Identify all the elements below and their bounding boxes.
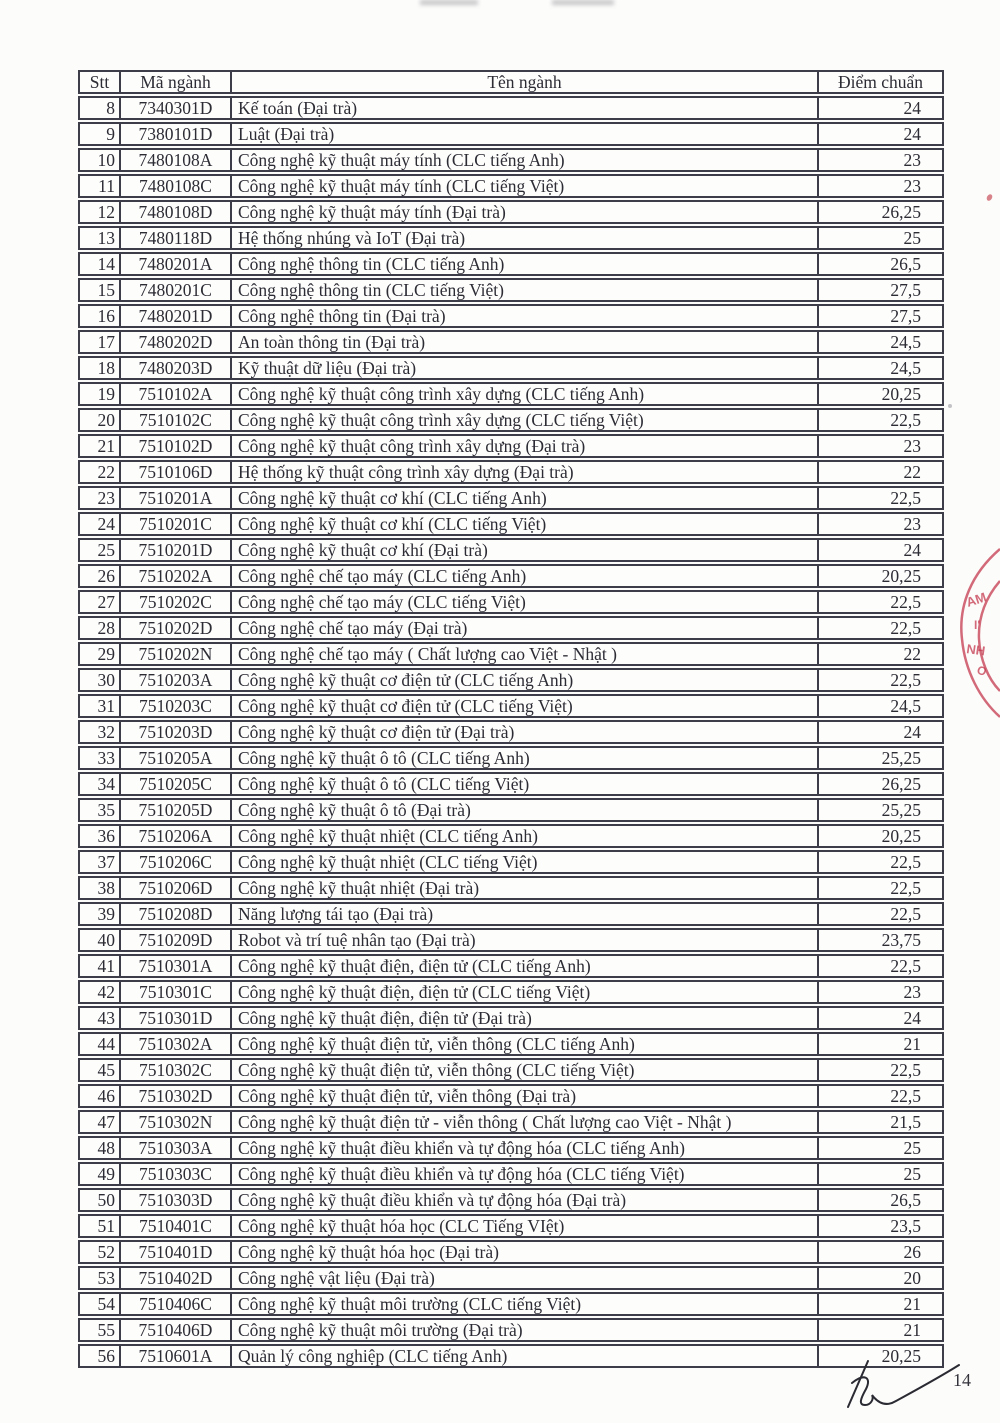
row-ten-nganh: Công nghệ kỹ thuật công trình xây dựng (CLC tiếng Anh) [232,384,819,404]
row-stt: 19 [80,384,121,404]
row-stt: 26 [80,566,121,586]
row-ma-nganh: 7510102A [121,384,232,404]
row-diem-chuan: 23 [903,150,921,170]
table-row [78,226,944,250]
row-ten-nganh: Công nghệ kỹ thuật môi trường (Đại trà) [232,1320,819,1340]
table-row [78,928,944,952]
row-ma-nganh: 7510406C [121,1294,232,1314]
row-diem-chuan: 22,5 [890,956,921,976]
row-diem-chuan: 24 [903,124,921,144]
row-stt: 41 [80,956,121,976]
table-row [78,538,944,562]
row-ten-nganh: Công nghệ thông tin (CLC tiếng Việt) [232,280,819,300]
row-stt: 43 [80,1008,121,1028]
row-diem-chuan: 24,5 [890,358,921,378]
row-stt: 12 [80,202,121,222]
row-ten-nganh: Công nghệ kỹ thuật máy tính (Đại trà) [232,202,819,222]
row-stt: 16 [80,306,121,326]
row-diem-chuan: 24 [903,98,921,118]
row-stt: 30 [80,670,121,690]
table-row [78,174,944,198]
table-row [78,200,944,224]
row-ten-nganh: Công nghệ chế tạo máy (CLC tiếng Anh) [232,566,819,586]
scan-speck [948,404,952,408]
row-ma-nganh: 7510106D [121,462,232,482]
row-ma-nganh: 7510202D [121,618,232,638]
row-stt: 34 [80,774,121,794]
row-stt: 36 [80,826,121,846]
table-row [78,590,944,614]
row-ten-nganh: Công nghệ kỹ thuật máy tính (CLC tiếng Anh) [232,150,819,170]
table-row [78,746,944,770]
row-ma-nganh: 7510302C [121,1060,232,1080]
row-diem-chuan: 25 [903,228,921,248]
table-row [78,1240,944,1264]
row-ma-nganh: 7510201D [121,540,232,560]
row-diem-chuan: 20 [903,1268,921,1288]
row-ma-nganh: 7510406D [121,1320,232,1340]
row-diem-chuan: 23 [903,436,921,456]
row-ten-nganh: Công nghệ kỹ thuật nhiệt (Đại trà) [232,878,819,898]
row-stt: 51 [80,1216,121,1236]
row-stt: 33 [80,748,121,768]
row-diem-chuan: 25 [903,1138,921,1158]
row-ma-nganh: 7510102C [121,410,232,430]
row-ten-nganh: Quản lý công nghiệp (CLC tiếng Anh) [232,1346,819,1366]
row-stt: 28 [80,618,121,638]
row-stt: 37 [80,852,121,872]
table-row [78,1006,944,1030]
row-stt: 40 [80,930,121,950]
row-stt: 45 [80,1060,121,1080]
row-diem-chuan: 23,5 [890,1216,921,1236]
table-row [78,902,944,926]
table-row [78,824,944,848]
scan-smudge [420,0,478,5]
table-row [78,382,944,406]
table-row [78,96,944,120]
row-ten-nganh: Công nghệ chế tạo máy (CLC tiếng Việt) [232,592,819,612]
row-stt: 15 [80,280,121,300]
row-ma-nganh: 7510302D [121,1086,232,1106]
row-diem-chuan: 24,5 [890,696,921,716]
row-ma-nganh: 7510402D [121,1268,232,1288]
row-ten-nganh: Công nghệ kỹ thuật máy tính (CLC tiếng Việt) [232,176,819,196]
table-row [78,1214,944,1238]
row-stt: 32 [80,722,121,742]
row-stt: 18 [80,358,121,378]
row-stt: 22 [80,462,121,482]
table-row [78,330,944,354]
table-row [78,1266,944,1290]
header-ma-nganh: Mã ngành [121,72,232,92]
admission-scores-table [78,70,944,1370]
row-stt: 31 [80,696,121,716]
row-ten-nganh: Công nghệ kỹ thuật cơ điện tử (Đại trà) [232,722,819,742]
row-stt: 8 [80,98,121,118]
row-ten-nganh: Công nghệ kỹ thuật ô tô (CLC tiếng Anh) [232,748,819,768]
row-diem-chuan: 22,5 [890,878,921,898]
table-row [78,460,944,484]
row-ten-nganh: Công nghệ kỹ thuật cơ khí (CLC tiếng Việt) [232,514,819,534]
row-diem-chuan: 21 [903,1320,921,1340]
table-body [78,96,944,1368]
table-row [78,642,944,666]
table-row [78,1292,944,1316]
row-diem-chuan: 22,5 [890,592,921,612]
row-stt: 35 [80,800,121,820]
row-ma-nganh: 7480201A [121,254,232,274]
row-ma-nganh: 7510302A [121,1034,232,1054]
row-diem-chuan: 20,25 [881,566,921,586]
row-stt: 42 [80,982,121,1002]
row-ten-nganh: Công nghệ chế tạo máy ( Chất lượng cao Việt - Nhật ) [232,644,819,664]
row-diem-chuan: 21 [903,1034,921,1054]
row-ma-nganh: 7480108A [121,150,232,170]
row-diem-chuan: 22,5 [890,618,921,638]
row-ten-nganh: Công nghệ kỹ thuật điện tử, viễn thông (CLC tiếng Anh) [232,1034,819,1054]
table-row [78,720,944,744]
row-diem-chuan: 25,25 [881,748,921,768]
table-row [78,148,944,172]
row-ten-nganh: Công nghệ kỹ thuật hóa học (CLC Tiếng VIệt) [232,1216,819,1236]
row-ma-nganh: 7510301D [121,1008,232,1028]
row-ma-nganh: 7510205C [121,774,232,794]
row-diem-chuan: 21,5 [890,1112,921,1132]
red-stamp-partial [952,535,1000,730]
row-diem-chuan: 25 [903,1164,921,1184]
scan-smudge [552,0,614,5]
row-ten-nganh: Công nghệ kỹ thuật điện tử, viễn thông (Đại trà) [232,1086,819,1106]
row-diem-chuan: 26,25 [881,202,921,222]
row-stt: 44 [80,1034,121,1054]
row-stt: 24 [80,514,121,534]
row-diem-chuan: 26 [903,1242,921,1262]
row-diem-chuan: 23,75 [881,930,921,950]
row-diem-chuan: 22,5 [890,1086,921,1106]
row-ma-nganh: 7480201D [121,306,232,326]
table-row [78,1344,944,1368]
row-ma-nganh: 7510202N [121,644,232,664]
row-diem-chuan: 23 [903,514,921,534]
table-row [78,954,944,978]
row-ma-nganh: 7510206D [121,878,232,898]
row-stt: 9 [80,124,121,144]
table-row [78,1188,944,1212]
stamp-text-fragment: NH [965,641,987,659]
row-stt: 53 [80,1268,121,1288]
row-ma-nganh: 7510203C [121,696,232,716]
table-row [78,980,944,1004]
table-row [78,616,944,640]
row-diem-chuan: 20,25 [881,1346,921,1366]
row-stt: 46 [80,1086,121,1106]
row-diem-chuan: 20,25 [881,384,921,404]
row-ma-nganh: 7510301A [121,956,232,976]
row-diem-chuan: 22,5 [890,852,921,872]
row-ma-nganh: 7510206C [121,852,232,872]
row-ten-nganh: Công nghệ kỹ thuật điện, điện tử (CLC tiếng Anh) [232,956,819,976]
table-row [78,668,944,692]
row-diem-chuan: 22 [903,644,921,664]
table-row [78,1110,944,1134]
row-ma-nganh: 7480108C [121,176,232,196]
row-ten-nganh: Công nghệ kỹ thuật cơ khí (Đại trà) [232,540,819,560]
header-stt: Stt [80,72,121,92]
table-row [78,486,944,510]
row-ma-nganh: 7510302N [121,1112,232,1132]
row-ten-nganh: Công nghệ kỹ thuật điện tử - viễn thông ( Chất lượng cao Việt - Nhật ) [232,1112,819,1132]
row-ma-nganh: 7510201A [121,488,232,508]
row-ten-nganh: Công nghệ kỹ thuật điều khiển và tự động hóa (CLC tiếng Việt) [232,1164,819,1184]
row-ten-nganh: Công nghệ thông tin (CLC tiếng Anh) [232,254,819,274]
page-number: 14 [953,1370,971,1390]
table-row [78,304,944,328]
row-stt: 13 [80,228,121,248]
row-ma-nganh: 7510203D [121,722,232,742]
row-stt: 54 [80,1294,121,1314]
row-ma-nganh: 7510301C [121,982,232,1002]
row-ma-nganh: 7510401C [121,1216,232,1236]
row-stt: 17 [80,332,121,352]
row-diem-chuan: 22,5 [890,1060,921,1080]
stamp-text-fragment: AM [964,589,989,610]
row-diem-chuan: 22 [903,462,921,482]
row-ten-nganh: Công nghệ kỹ thuật điều khiển và tự động hóa (CLC tiếng Anh) [232,1138,819,1158]
row-diem-chuan: 24 [903,722,921,742]
row-ten-nganh: Công nghệ kỹ thuật điện, điện tử (CLC tiếng Việt) [232,982,819,1002]
row-stt: 11 [80,176,121,196]
row-ten-nganh: Kế toán (Đại trà) [232,98,819,118]
row-stt: 21 [80,436,121,456]
row-diem-chuan: 24 [903,540,921,560]
row-stt: 39 [80,904,121,924]
row-ten-nganh: Công nghệ kỹ thuật ô tô (Đại trà) [232,800,819,820]
row-diem-chuan: 27,5 [890,306,921,326]
row-ma-nganh: 7340301D [121,98,232,118]
table-row [78,1084,944,1108]
table-row [78,798,944,822]
row-ten-nganh: Hệ thống kỹ thuật công trình xây dựng (Đại trà) [232,462,819,482]
row-ten-nganh: Công nghệ kỹ thuật cơ điện tử (CLC tiếng Việt) [232,696,819,716]
row-diem-chuan: 24 [903,1008,921,1028]
row-ma-nganh: 7510202A [121,566,232,586]
row-ten-nganh: Công nghệ kỹ thuật công trình xây dựng (CLC tiếng Việt) [232,410,819,430]
table-row [78,122,944,146]
row-stt: 14 [80,254,121,274]
row-ten-nganh: Công nghệ kỹ thuật điện tử, viễn thông (CLC tiếng Việt) [232,1060,819,1080]
table-row [78,850,944,874]
row-stt: 38 [80,878,121,898]
row-diem-chuan: 26,25 [881,774,921,794]
row-ten-nganh: Công nghệ chế tạo máy (Đại trà) [232,618,819,638]
row-ten-nganh: An toàn thông tin (Đại trà) [232,332,819,352]
row-diem-chuan: 24,5 [890,332,921,352]
row-ten-nganh: Công nghệ kỹ thuật điều khiển và tự động hóa (Đại trà) [232,1190,819,1210]
row-ma-nganh: 7510102D [121,436,232,456]
row-ma-nganh: 7380101D [121,124,232,144]
row-stt: 48 [80,1138,121,1158]
header-diem-chuan: Điểm chuẩn [837,72,924,92]
table-row [78,512,944,536]
table-row [78,278,944,302]
row-ma-nganh: 7510206A [121,826,232,846]
row-stt: 25 [80,540,121,560]
row-ma-nganh: 7510303C [121,1164,232,1184]
table-row [78,434,944,458]
row-ten-nganh: Công nghệ kỹ thuật cơ điện tử (CLC tiếng Anh) [232,670,819,690]
row-stt: 29 [80,644,121,664]
row-ten-nganh: Công nghệ thông tin (Đại trà) [232,306,819,326]
row-ten-nganh: Công nghệ vật liệu (Đại trà) [232,1268,819,1288]
row-ma-nganh: 7510303A [121,1138,232,1158]
row-stt: 50 [80,1190,121,1210]
table-row [78,1318,944,1342]
row-ma-nganh: 7480202D [121,332,232,352]
row-ten-nganh: Luật (Đại trà) [232,124,819,144]
row-ten-nganh: Công nghệ kỹ thuật nhiệt (CLC tiếng Anh) [232,826,819,846]
table-row [78,1032,944,1056]
row-ma-nganh: 7510202C [121,592,232,612]
row-stt: 47 [80,1112,121,1132]
row-ten-nganh: Công nghệ kỹ thuật ô tô (CLC tiếng Việt) [232,774,819,794]
row-ma-nganh: 7510201C [121,514,232,534]
row-stt: 56 [80,1346,121,1366]
table-header-row [78,70,944,94]
row-diem-chuan: 23 [903,982,921,1002]
table-row [78,408,944,432]
row-ma-nganh: 7510401D [121,1242,232,1262]
row-ma-nganh: 7480201C [121,280,232,300]
row-diem-chuan: 22,5 [890,670,921,690]
stamp-text-fragment: O [974,662,989,680]
table-row [78,694,944,718]
stamp-text-fragment: I' [974,618,981,632]
row-ten-nganh: Công nghệ kỹ thuật nhiệt (CLC tiếng Việt) [232,852,819,872]
row-stt: 27 [80,592,121,612]
table-row [78,876,944,900]
red-ink-speck [986,193,994,202]
row-ma-nganh: 7510209D [121,930,232,950]
row-ma-nganh: 7480118D [121,228,232,248]
table-row [78,1162,944,1186]
row-ten-nganh: Công nghệ kỹ thuật hóa học (Đại trà) [232,1242,819,1262]
row-ma-nganh: 7480203D [121,358,232,378]
row-diem-chuan: 22,5 [890,904,921,924]
row-ma-nganh: 7510205D [121,800,232,820]
row-ma-nganh: 7510205A [121,748,232,768]
table-row [78,252,944,276]
row-diem-chuan: 26,5 [890,1190,921,1210]
row-stt: 52 [80,1242,121,1262]
row-stt: 55 [80,1320,121,1340]
row-ma-nganh: 7510303D [121,1190,232,1210]
row-diem-chuan: 21 [903,1294,921,1314]
row-diem-chuan: 25,25 [881,800,921,820]
row-ten-nganh: Công nghệ kỹ thuật cơ khí (CLC tiếng Anh) [232,488,819,508]
header-ten-nganh: Tên ngành [232,72,819,92]
row-ten-nganh: Hệ thống nhúng và IoT (Đại trà) [232,228,819,248]
row-diem-chuan: 20,25 [881,826,921,846]
handwritten-signature [838,1355,963,1417]
row-diem-chuan: 22,5 [890,410,921,430]
row-ten-nganh: Công nghệ kỹ thuật điện, điện tử (Đại trà) [232,1008,819,1028]
row-diem-chuan: 27,5 [890,280,921,300]
row-diem-chuan: 26,5 [890,254,921,274]
row-stt: 10 [80,150,121,170]
row-stt: 20 [80,410,121,430]
row-ten-nganh: Robot và trí tuệ nhân tạo (Đại trà) [232,930,819,950]
row-ma-nganh: 7480108D [121,202,232,222]
row-diem-chuan: 23 [903,176,921,196]
row-ten-nganh: Công nghệ kỹ thuật công trình xây dựng (Đại trà) [232,436,819,456]
row-stt: 23 [80,488,121,508]
table-row [78,772,944,796]
table-row [78,1058,944,1082]
row-stt: 49 [80,1164,121,1184]
table-row [78,1136,944,1160]
row-ma-nganh: 7510208D [121,904,232,924]
row-ma-nganh: 7510601A [121,1346,232,1366]
row-diem-chuan: 22,5 [890,488,921,508]
table-row [78,356,944,380]
row-ma-nganh: 7510203A [121,670,232,690]
row-ten-nganh: Năng lượng tái tạo (Đại trà) [232,904,819,924]
row-ten-nganh: Kỹ thuật dữ liệu (Đại trà) [232,358,819,378]
table-row [78,564,944,588]
row-ten-nganh: Công nghệ kỹ thuật môi trường (CLC tiếng Việt) [232,1294,819,1314]
